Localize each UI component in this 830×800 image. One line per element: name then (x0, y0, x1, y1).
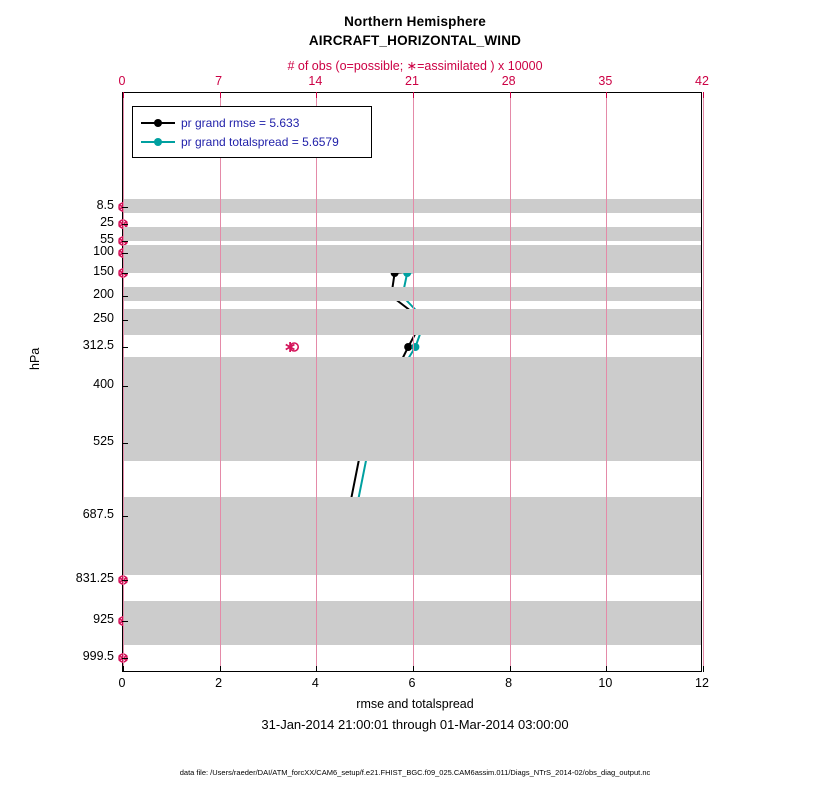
x-tick (703, 666, 704, 672)
x-tick (510, 666, 511, 672)
y-tick-label: 250 (93, 311, 114, 325)
data-file-path: data file: /Users/raeder/DAI/ATM_forcXX/CAM6_setup/f.e21.FHIST_BGC.f09_025.CAM6assim.011/Diags_NTrS_2014-02/obs_diag_output.nc (179, 768, 651, 777)
legend-label-rmse: pr grand rmse = 5.633 (181, 115, 300, 130)
y-tick-label: 525 (93, 434, 114, 448)
top-x-tick (220, 92, 221, 98)
y-tick (122, 224, 128, 225)
y-tick (122, 296, 128, 297)
x-tick-label: 10 (598, 676, 613, 690)
y-tick (122, 253, 128, 254)
top-x-tick (316, 92, 317, 98)
y-tick (122, 658, 128, 659)
x-gridline (510, 93, 511, 671)
y-tick (122, 207, 128, 208)
top-x-tick-label: 21 (405, 74, 419, 88)
y-tick-label: 312.5 (82, 338, 114, 352)
plot-area (122, 92, 702, 672)
y-tick-label: 925 (93, 612, 114, 626)
top-x-tick-label: 42 (695, 74, 709, 88)
x-gridline (123, 93, 124, 671)
y-tick (122, 580, 128, 581)
y-tick (122, 241, 128, 242)
top-x-tick-label: 0 (118, 74, 126, 88)
y-tick-label: 150 (93, 264, 114, 278)
y-tick (122, 386, 128, 387)
y-tick-label: 831.25 (75, 571, 114, 585)
shaded-band (123, 287, 701, 301)
x-tick-label: 12 (695, 676, 709, 690)
x-tick-label: 4 (311, 676, 319, 690)
x-tick (606, 666, 607, 672)
x-tick-label: 8 (505, 676, 513, 690)
legend-item-totalspread (141, 132, 363, 151)
x-tick (123, 666, 124, 672)
legend-swatch-totalspread (141, 141, 175, 143)
shaded-band (123, 227, 701, 241)
y-tick (122, 621, 128, 622)
chart-date-range: 31-Jan-2014 21:00:01 through 01-Mar-2014 03:00:00 (261, 717, 569, 732)
top-x-tick (606, 92, 607, 98)
shaded-band (123, 415, 701, 461)
y-tick-label: 8.5 (96, 198, 114, 212)
x-tick (413, 666, 414, 672)
y-tick-label: 400 (93, 377, 114, 391)
top-x-tick-label: 28 (501, 74, 516, 88)
x-tick-label: 2 (215, 676, 223, 690)
title-line-1: Northern Hemisphere (344, 14, 486, 29)
y-tick-label: 25 (100, 215, 114, 229)
title-line-2: AIRCRAFT_HORIZONTAL_WIND (308, 33, 522, 48)
shaded-band (123, 601, 701, 645)
x-gridline (606, 93, 607, 671)
y-tick (122, 273, 128, 274)
y-tick-label: 100 (93, 244, 114, 258)
y-tick-label: 200 (93, 287, 114, 301)
x-tick (220, 666, 221, 672)
x-axis-title: rmse and totalspread (356, 697, 474, 711)
shaded-band (123, 199, 701, 213)
y-tick (122, 443, 128, 444)
series-marker (404, 343, 412, 351)
x-gridline (703, 93, 704, 671)
y-tick-label: 999.5 (82, 649, 114, 663)
legend-label-totalspread: pr grand totalspread = 5.6579 (181, 134, 339, 149)
y-tick (122, 516, 128, 517)
top-x-tick-label: 7 (215, 74, 223, 88)
shaded-band (123, 245, 701, 273)
y-axis-title: hPa (28, 347, 42, 370)
top-axis-title: # of obs (o=possible; ∗=assimilated ) x 10000 (287, 59, 543, 73)
x-tick-label: 0 (118, 676, 126, 690)
y-tick (122, 320, 128, 321)
legend-swatch-rmse (141, 122, 175, 124)
shaded-band (123, 357, 701, 415)
shaded-band (123, 309, 701, 335)
top-x-tick-label: 14 (308, 74, 323, 88)
y-tick-label: 55 (100, 232, 114, 246)
shaded-band (123, 497, 701, 575)
chart-legend (132, 106, 372, 158)
page-title (0, 12, 830, 50)
x-gridline (220, 93, 221, 671)
top-x-tick (413, 92, 414, 98)
x-tick (316, 666, 317, 672)
x-gridline (413, 93, 414, 671)
x-tick-label: 6 (408, 676, 416, 690)
x-gridline (316, 93, 317, 671)
y-tick (122, 347, 128, 348)
legend-item-rmse (141, 113, 363, 132)
top-x-tick (703, 92, 704, 98)
y-tick-label: 687.5 (82, 507, 114, 521)
top-x-tick (510, 92, 511, 98)
top-x-tick (123, 92, 124, 98)
top-x-tick-label: 35 (598, 74, 613, 88)
